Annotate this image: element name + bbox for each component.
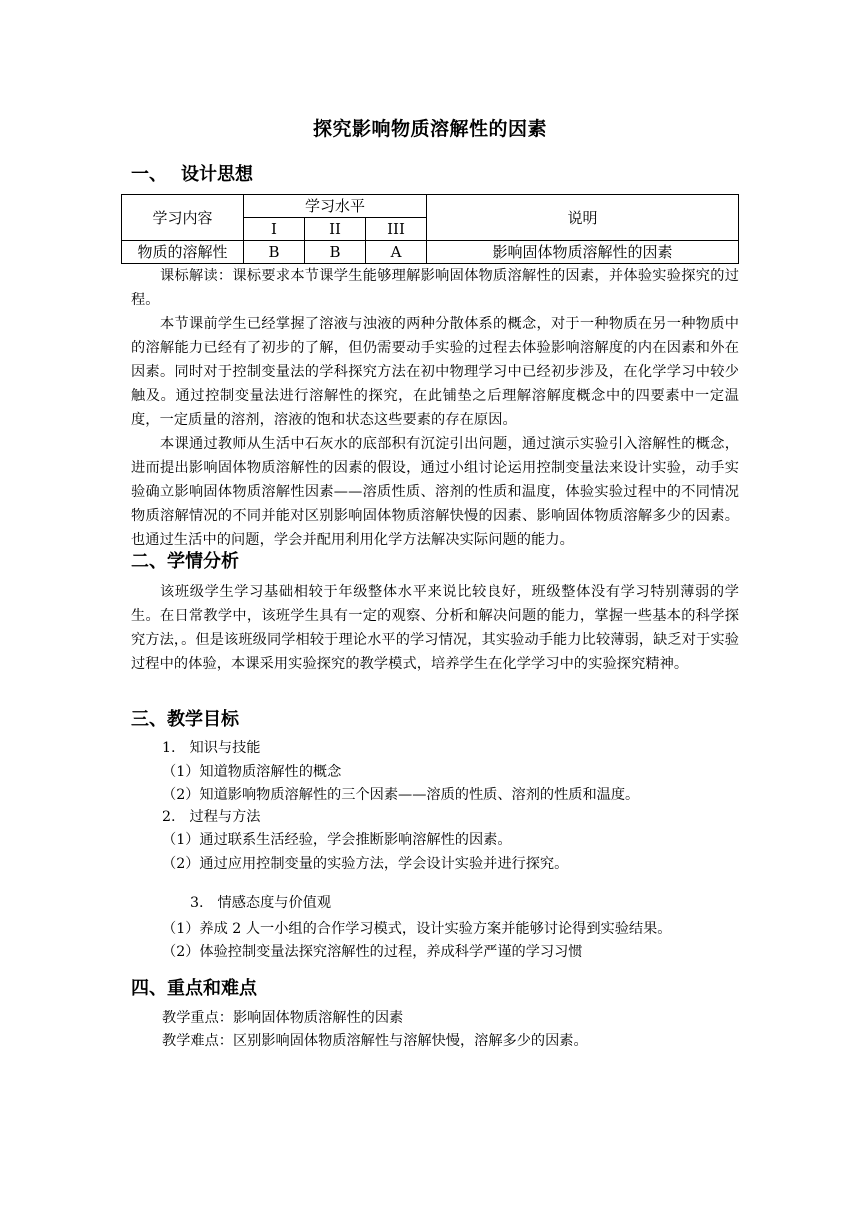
goal-1 [162,738,261,758]
table-row [122,241,739,264]
goal-number: 1. [162,740,176,756]
header-level: 学习水平 [244,195,427,218]
goal-title: 知识与技能 [189,740,261,756]
goal-title: 过程与方法 [189,809,261,825]
goal-title: 情感态度与价值观 [217,895,332,911]
goal-3-item-a: （1）养成 2 人一小组的合作学习模式，设计实验方案并能够讨论得到实验结果。 [162,921,672,937]
cell-desc: 影响固体物质溶解性的因素 [427,241,739,264]
section-heading-key-points: 四、重点和难点 [131,978,257,999]
level-1: I [244,218,305,241]
goal-3 [190,893,331,913]
cell-level-3: A [366,241,427,264]
paragraph-prior-knowledge: 本节课前学生已经掌握了溶液与浊液的两种分散体系的概念，对于一种物质在另一种物质中的溶解能力已经有了初步的了解，但仍需要动手实验的过程去体验影响溶解度的内在因素和外在因素。同时对于控制变量法的学科探究方法在初中物理学习中已经初步涉及，在化学学习中较少触及。通过控制变量法进行溶解性的探究，在此铺垫之后理解溶解度概念中的四要素中一定温度，一定质量的溶剂，溶液的饱和状态这些要素的存在原因。 [131,316,739,428]
document-title: 探究影响物质溶解性的因素 [312,118,547,140]
table-header-row [122,195,739,218]
goal-2 [162,807,261,827]
key-point: 教学重点：影响固体物质溶解性的因素 [162,1010,404,1026]
goal-1-item-a: （1）知道物质溶解性的概念 [162,764,342,780]
cell-level-1: B [244,241,305,264]
section-title: 设计思想 [181,164,253,185]
section-heading-design [131,160,253,186]
paragraph-lesson-design: 本课通过教师从生活中石灰水的底部积有沉淀引出问题，通过演示实验引入溶解性的概念，进而提出影响固体物质溶解性的因素的假设，通过小组讨论运用控制变量法来设计实验，动手实验确立影响固体物质溶解性因素——溶质性质、溶剂的性质和温度，体验实验过程中的不同情况物质溶解情况的不同并能对区别影响固体物质溶解快慢的因素、影响固体物质溶解多少的因素。也通过生活中的问题，学会并配用利用化学方法解决实际问题的能力。 [131,436,739,548]
section-number: 一、 [131,164,167,185]
level-2: II [305,218,366,241]
level-3: III [366,218,427,241]
analysis-paragraphs [131,580,739,676]
paragraph-curriculum: 课标解读：课标要求本节课学生能够理解影响固体物质溶解性的因素，并体验实验探究的过程。 [131,268,739,308]
difficulty-point: 教学难点：区别影响固体物质溶解性与溶解快慢，溶解多少的因素。 [162,1033,588,1049]
goal-2-item-a: （1）通过联系生活经验，学会推断影响溶解性的因素。 [162,832,512,848]
cell-level-2: B [305,241,366,264]
design-paragraphs [131,264,739,552]
section-heading-analysis: 二、学情分析 [131,551,239,572]
goal-2-item-b: （2）通过应用控制变量的实验方法，学会设计实验并进行探究。 [162,856,569,872]
goal-number: 2. [162,809,176,825]
paragraph-student-analysis: 该班级学生学习基础相较于年级整体水平来说比较良好，班级整体没有学习特别薄弱的学生。在日常教学中，该班学生具有一定的观察、分析和解决问题的能力，掌握一些基本的科学探究方法，。但是该班级同学相较于理论水平的学习情况，其实验动手能力比较薄弱，缺乏对于实验过程中的体验，本课采用实验探究的教学模式，培养学生在化学学习中的实验探究精神。 [131,584,739,672]
goal-number: 3. [190,895,204,911]
section-heading-goals: 三、教学目标 [131,709,239,730]
header-content: 学习内容 [122,195,244,241]
learning-level-table [121,194,739,264]
cell-content: 物质的溶解性 [122,241,244,264]
goal-3-item-b: （2）体验控制变量法探究溶解性的过程，养成科学严谨的学习习惯 [162,944,583,960]
goal-1-item-b: （2）知道影响物质溶解性的三个因素——溶质的性质、溶剂的性质和温度。 [162,787,640,803]
header-desc: 说明 [427,195,739,241]
